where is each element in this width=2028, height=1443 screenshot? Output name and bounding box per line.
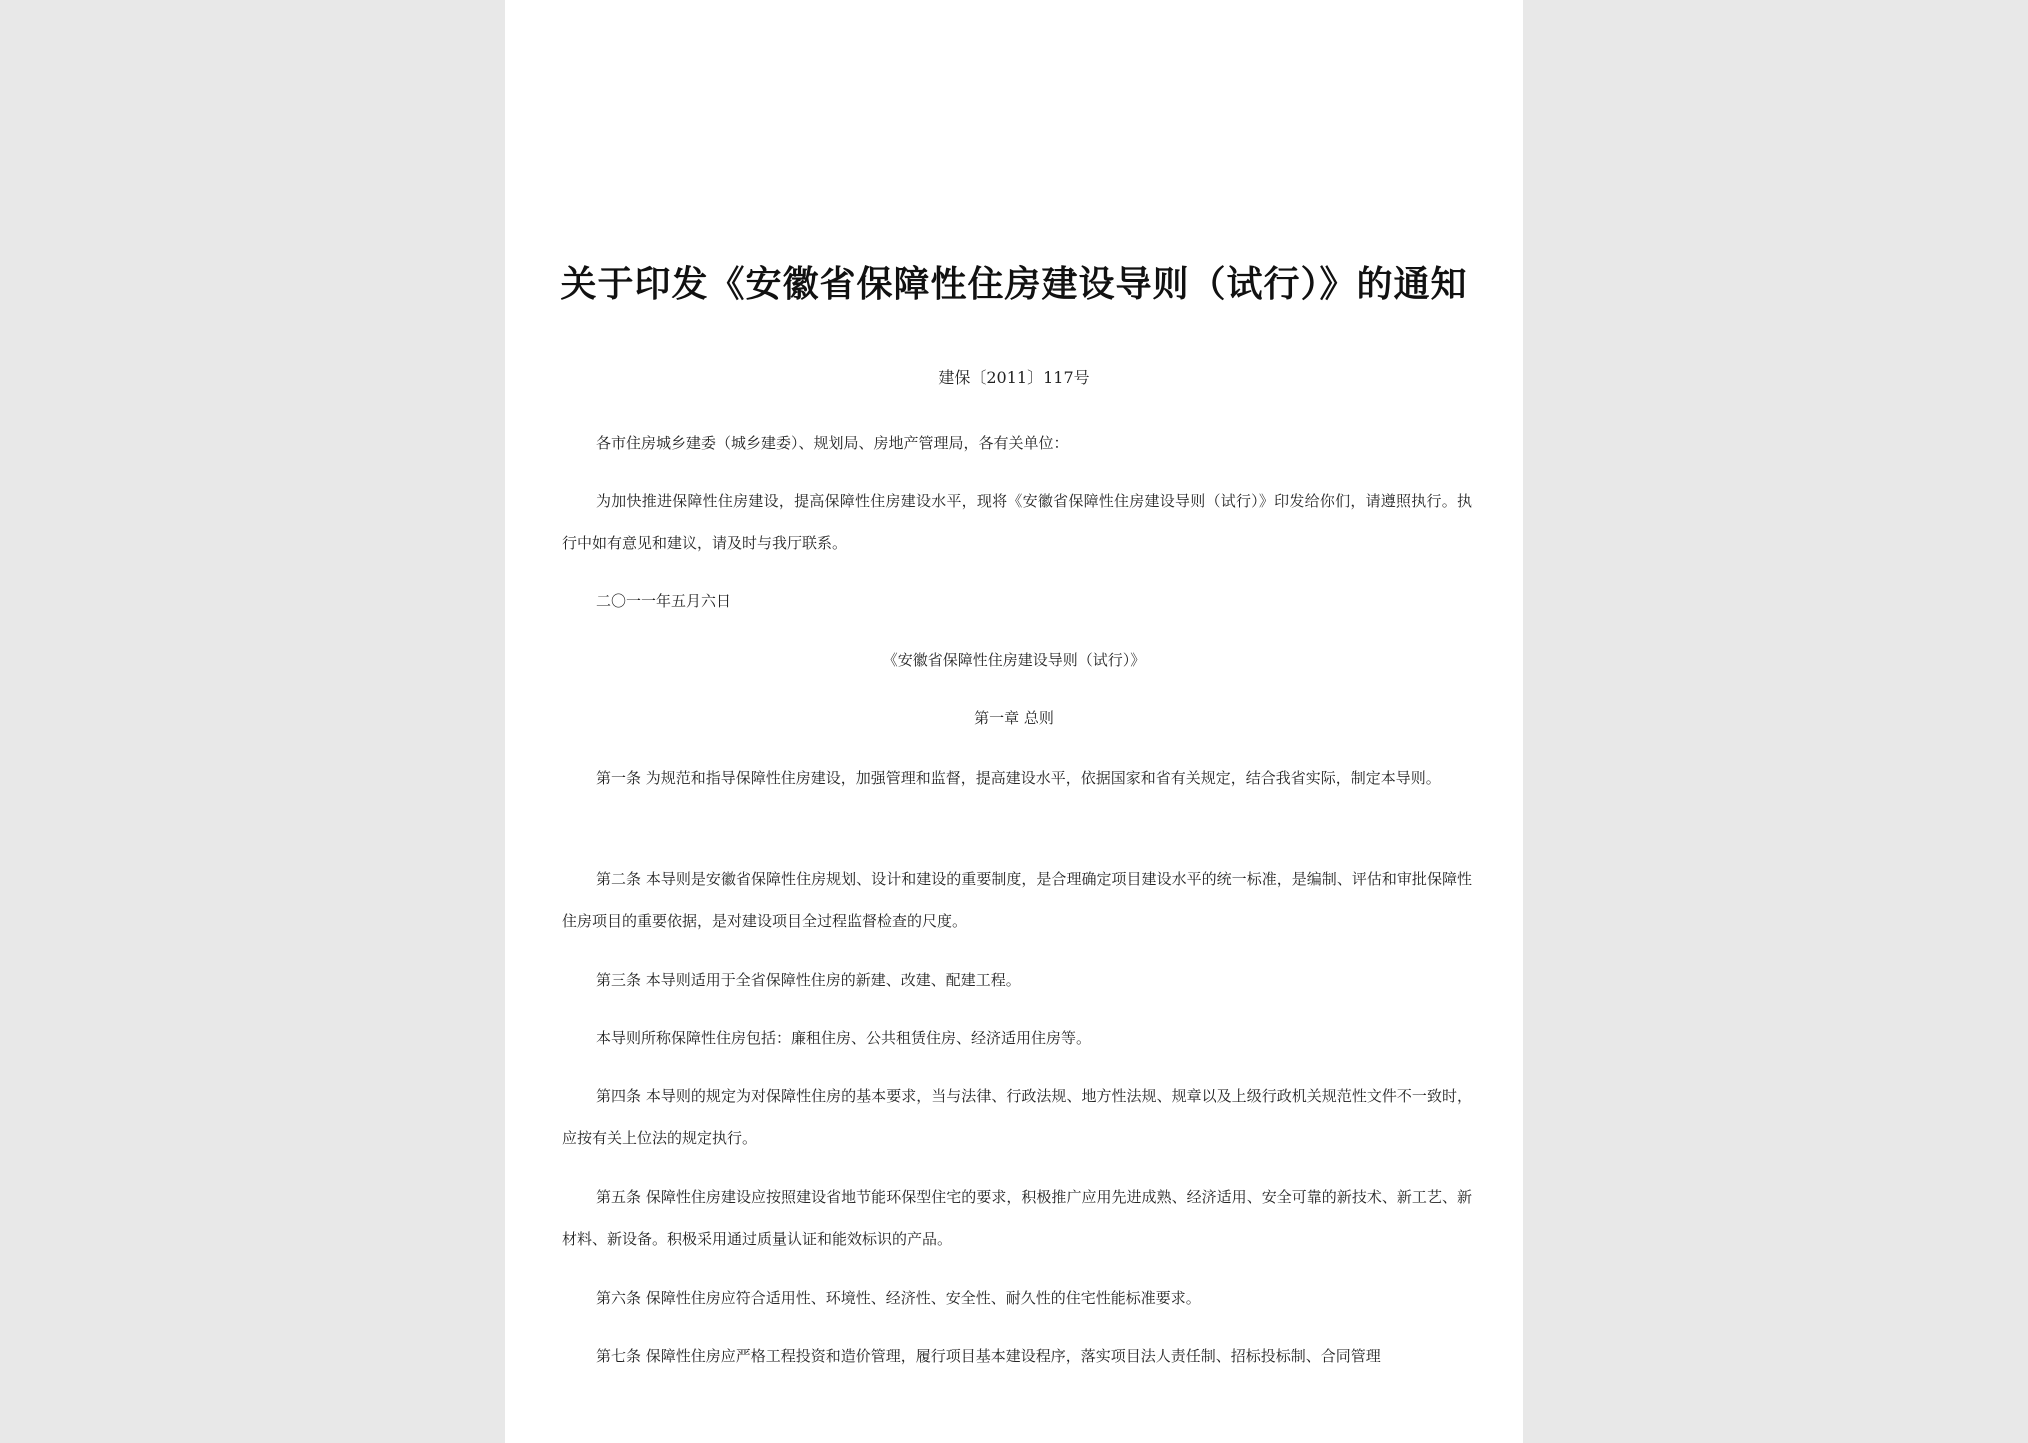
document-title: 关于印发《安徽省保障性住房建设导则（试行）》的通知 bbox=[560, 264, 1468, 305]
article-6: 第六条 保障性住房应符合适用性、环境性、经济性、安全性、耐久性的住宅性能标准要求。 bbox=[596, 1289, 1201, 1307]
article-2: 第二条 本导则是安徽省保障性住房规划、设计和建设的重要制度，是合理确定项目建设水平的统一标准，是编制、评估和审批保障性住房项目的重要依据，是对建设项目全过程监督检查的尺度。 bbox=[562, 870, 1472, 930]
article-5: 第五条 保障性住房建设应按照建设省地节能环保型住宅的要求，积极推广应用先进成熟、经济适用、安全可靠的新技术、新工艺、新材料、新设备。积极采用通过质量认证和能效标识的产品。 bbox=[562, 1188, 1472, 1248]
article-3: 第三条 本导则适用于全省保障性住房的新建、改建、配建工程。 bbox=[596, 971, 1021, 989]
chapter-title: 第一章 总则 bbox=[974, 709, 1054, 727]
article-1: 第一条 为规范和指导保障性住房建设，加强管理和监督，提高建设水平，依据国家和省有关规定，结合我省实际，制定本导则。 bbox=[596, 769, 1441, 787]
document-number: 建保〔2011〕117号 bbox=[938, 368, 1090, 387]
guide-title: 《安徽省保障性住房建设导则（试行）》 bbox=[882, 651, 1146, 669]
article-7: 第七条 保障性住房应严格工程投资和造价管理，履行项目基本建设程序，落实项目法人责任制、招标投标制、合同管理 bbox=[596, 1347, 1381, 1365]
document-page bbox=[505, 0, 1523, 1443]
issue-date: 二〇一一年五月六日 bbox=[596, 592, 732, 610]
article-3-note: 本导则所称保障性住房包括：廉租住房、公共租赁住房、经济适用住房等。 bbox=[596, 1029, 1092, 1047]
recipients-line: 各市住房城乡建委（城乡建委）、规划局、房地产管理局，各有关单位： bbox=[596, 434, 1069, 452]
article-4: 第四条 本导则的规定为对保障性住房的基本要求，当与法律、行政法规、地方性法规、规章以及上级行政机关规范性文件不一致时，应按有关上位法的规定执行。 bbox=[562, 1087, 1472, 1147]
intro-paragraph: 为加快推进保障性住房建设，提高保障性住房建设水平，现将《安徽省保障性住房建设导则（试行）》印发给你们，请遵照执行。执行中如有意见和建议，请及时与我厅联系。 bbox=[562, 492, 1472, 552]
